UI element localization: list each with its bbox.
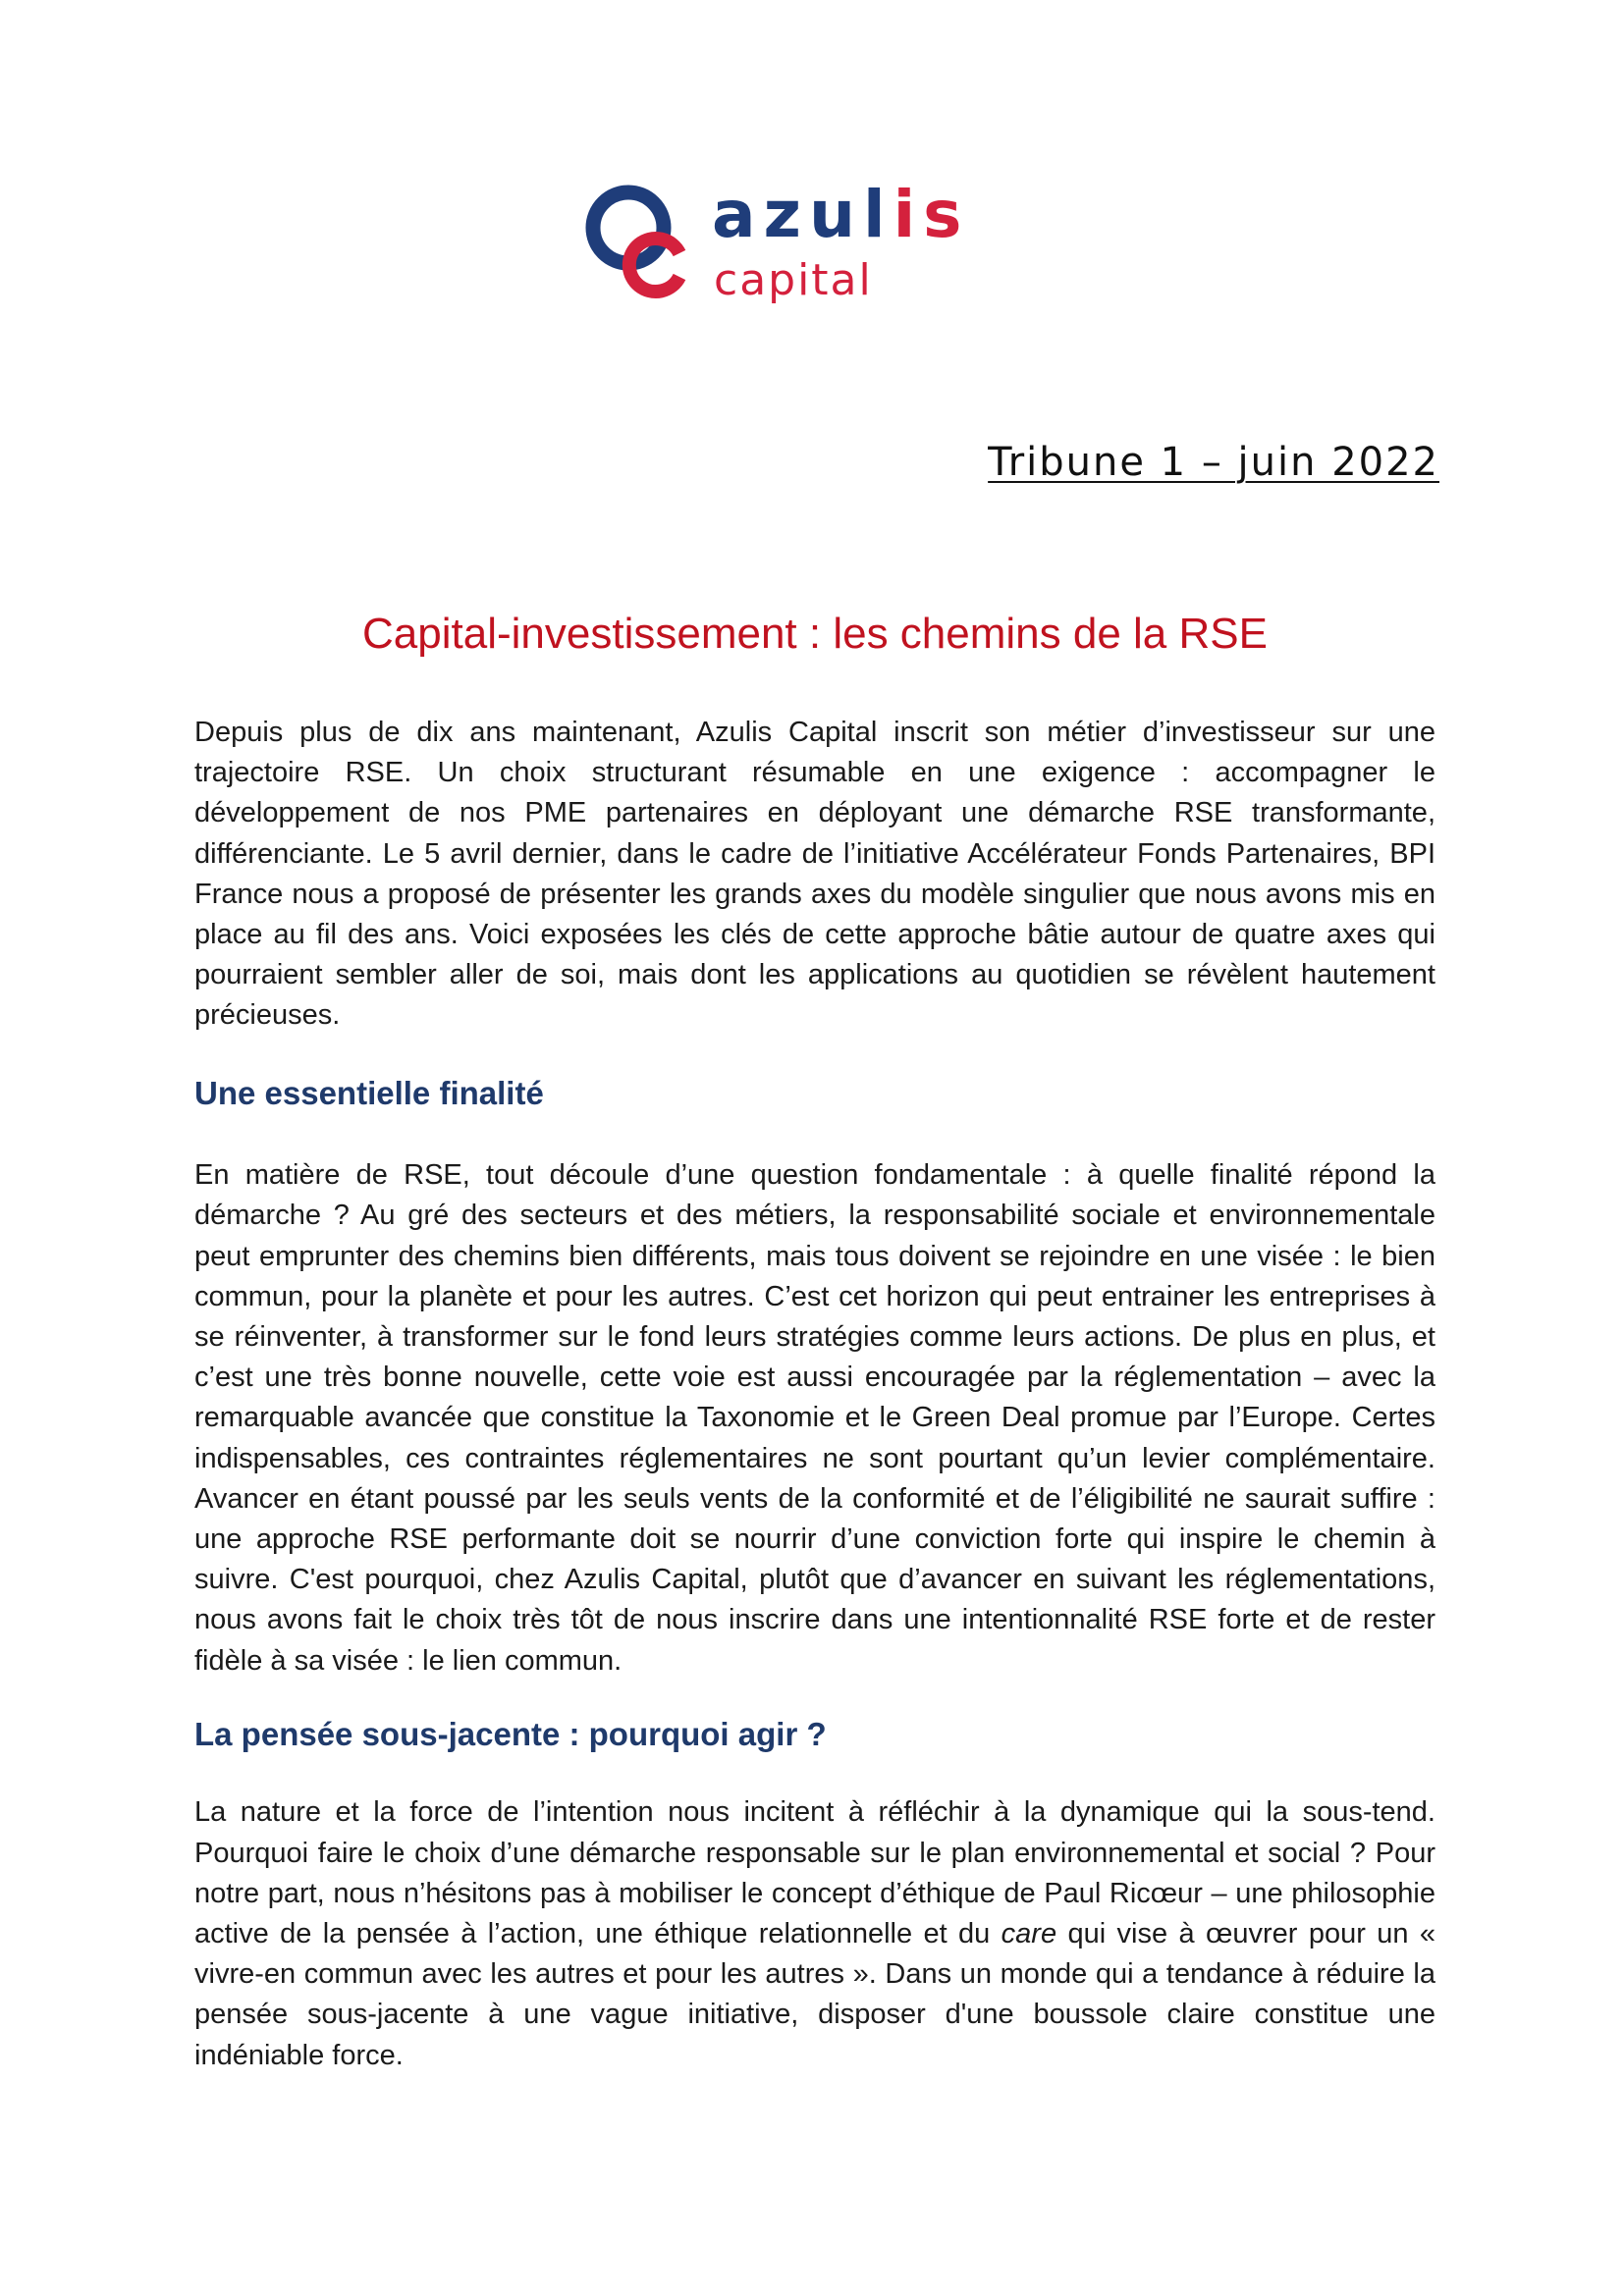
logo-brand-name-main: azul bbox=[712, 177, 893, 252]
section-heading-pensee: La pensée sous-jacente : pourquoi agir ? bbox=[194, 1715, 827, 1752]
azulis-logo bbox=[579, 177, 1070, 324]
section-paragraph-finalite: En matière de RSE, tout découle d’une question fondamentale : à quelle finalité répond la démarche ? Au gré des secteurs et des métiers, la responsabilité sociale et environnementale peut emprunter des chemins bien différents, mais tous doivent se rejoindre en une visée : le bien commun, pour la planète et pour les autres. C’est cet horizon qui peut entrainer les entreprises à se réinventer, à transformer sur le fond leurs stratégies comme leurs actions. De plus en plus, et c’est une très bonne nouvelle, cette voie est aussi encouragée par la réglementation – avec la remarquable avancée que constitue la Taxonomie et le Green Deal promue par l’Europe. Certes indispensables, ces contraintes réglementaires ne sont pourtant qu’un levier complémentaire. Avancer en étant poussé par les seuls vents de la conformité et de l’éligibilité ne saurait suffire : une approche RSE performante doit se nourrir d’une conviction forte qui inspire le chemin à suivre. C'est pourquoi, chez Azulis Capital, plutôt que d’avancer en suivant les réglementations, nous avons fait le choix très tôt de nous inscrire dans une intentionnalité RSE forte et de rester fidèle à sa visée : le lien commun. bbox=[194, 1159, 1435, 1677]
logo-brand-name-accent: is bbox=[893, 177, 970, 252]
pensee-text-end: qui vise à œuvrer pour un « vivre-en commun avec les autres et pour les autres ». Dans un monde qui a tendance à réduire la pensée sous-jacente à une vague initiative, disposer d'une boussole claire constitue une indéniable force. bbox=[194, 1918, 1435, 2071]
azulis-logo-mark-icon bbox=[579, 177, 707, 304]
tribune-date-header: Tribune 1 – juin 2022 bbox=[988, 440, 1439, 485]
article-title: Capital-investissement : les chemins de la RSE bbox=[362, 610, 1268, 658]
pensee-text-start: La nature et la force de l’intention nous incitent à réfléchir à la dynamique qui la sous-tend. Pourquoi faire le choix d’une démarche responsable sur le plan environnemental et social ? Pour notre part, nous n’hésitons pas à mobiliser le concept d’éthique de Paul Ricœur – une philosophie active de la pensée à l’action, une éthique relationnelle et du bbox=[194, 1796, 1435, 1950]
intro-paragraph: Depuis plus de dix ans maintenant, Azulis Capital inscrit son métier d’investisseur sur une trajectoire RSE. Un choix structurant résumable en une exigence : accompagner le développement de nos PME partenaires en déployant une démarche RSE transformante, différenciante. Le 5 avril dernier, dans le cadre de l’initiative Accélérateur Fonds Partenaires, BPI France nous a proposé de présenter les grands axes du modèle singulier que nous avons mis en place au fil des ans. Voici exposées les clés de cette approche bâtie autour de quatre axes qui pourraient sembler aller de soi, mais dont les applications au quotidien se révèlent hautement précieuses. bbox=[194, 717, 1435, 1032]
section-heading-finalite: Une essentielle finalité bbox=[194, 1074, 544, 1111]
logo-brand-subtitle: capital bbox=[714, 255, 873, 305]
logo-brand-name bbox=[712, 177, 970, 252]
article-body bbox=[194, 713, 1435, 2076]
section-paragraph-pensee bbox=[194, 1792, 1435, 2075]
care-emphasis: care bbox=[1001, 1918, 1057, 1950]
